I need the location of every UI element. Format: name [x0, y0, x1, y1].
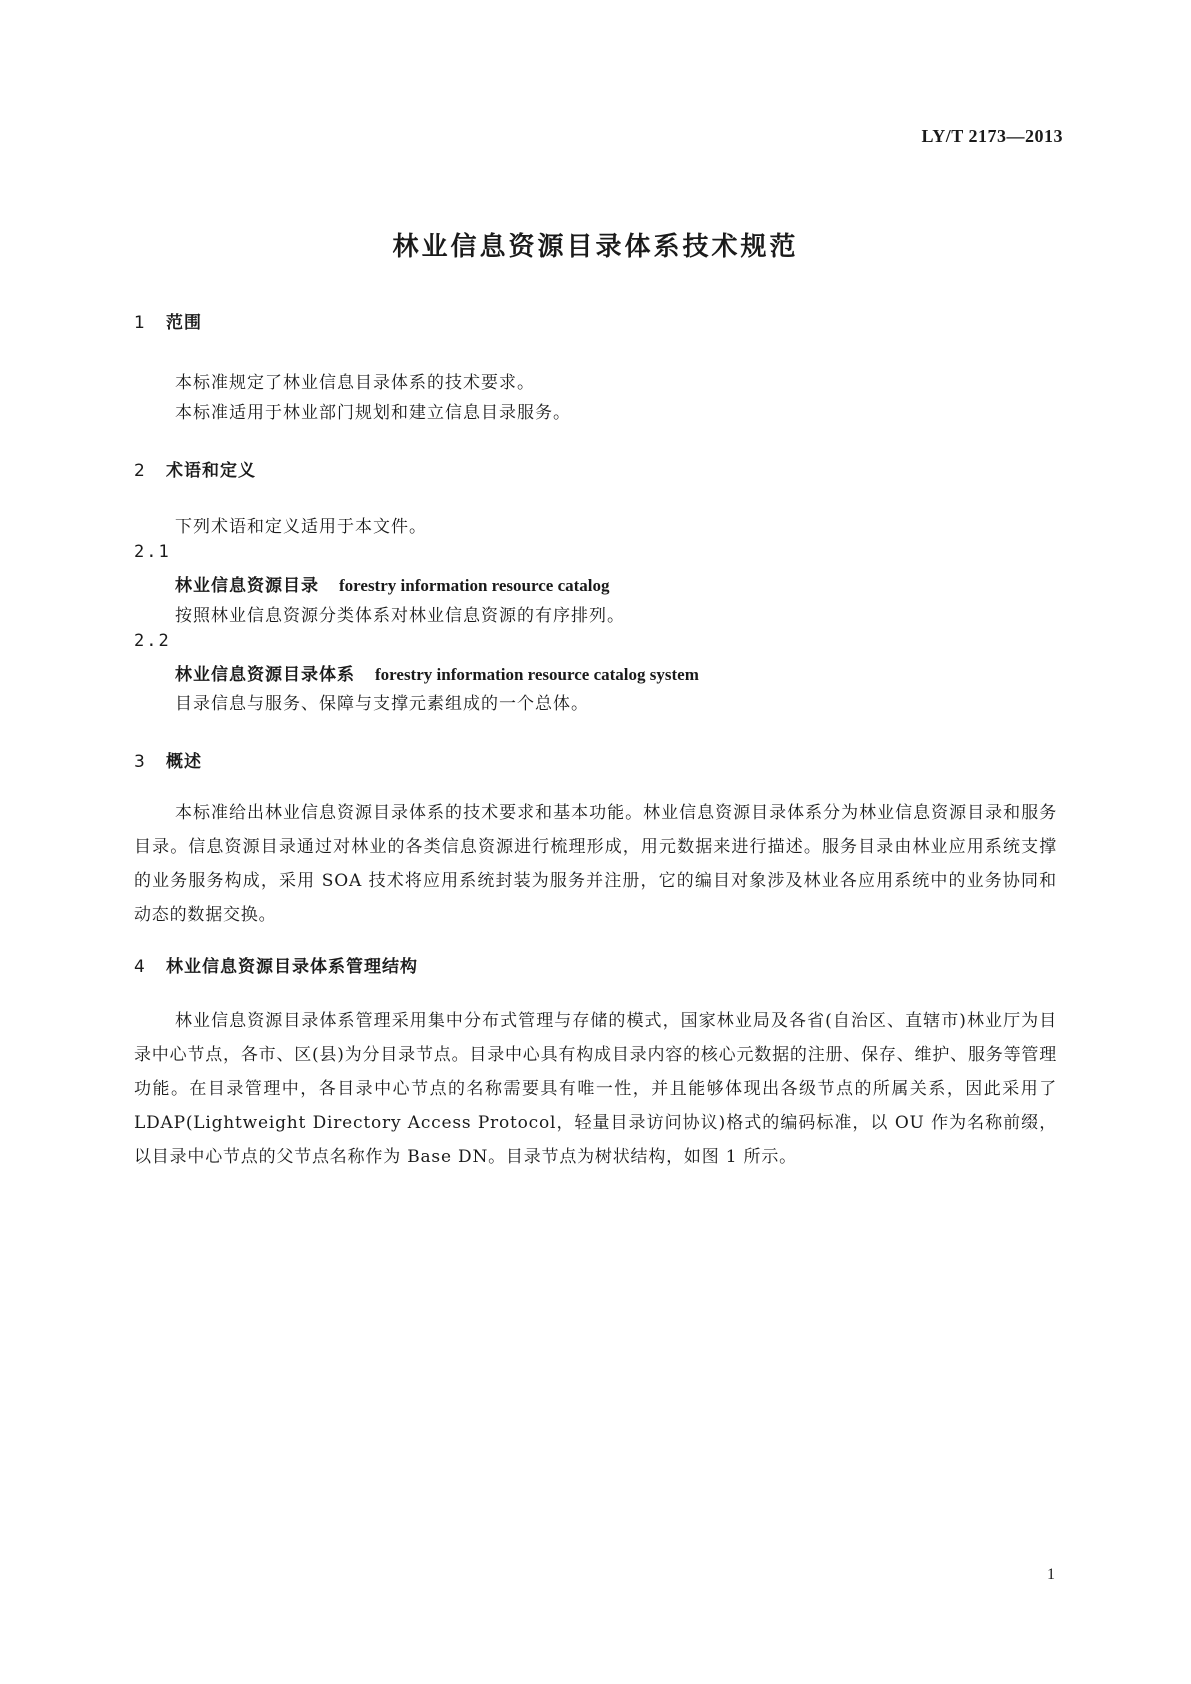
standard-number: LY/T 2173—2013 [921, 126, 1063, 146]
clause-number-2-2: 2.2 [134, 631, 171, 651]
section-title: 概述 [166, 752, 202, 772]
section-1-line-1: 本标准规定了林业信息目录体系的技术要求。 [175, 373, 535, 393]
term-2-1-definition: 按照林业信息资源分类体系对林业信息资源的有序排列。 [175, 606, 625, 626]
section-number: 3 [134, 752, 146, 772]
section-title: 林业信息资源目录体系管理结构 [166, 957, 418, 977]
section-4-heading [134, 952, 418, 977]
section-3-heading [134, 747, 202, 772]
section-number: 1 [134, 313, 146, 333]
section-3-paragraph: 本标准给出林业信息资源目录体系的技术要求和基本功能。林业信息资源目录体系分为林业信息资源目录和服务目录。信息资源目录通过对林业的各类信息资源进行梳理形成，用元数据来进行描述。服务目录由林业应用系统支撑的业务服务构成，采用 SOA 技术将应用系统封装为服务并注册，它的编目对象涉及林业各应用系统中的业务协同和动态的数据交换。 [134, 803, 1057, 925]
section-2-intro: 下列术语和定义适用于本文件。 [175, 517, 427, 537]
section-4-paragraph: 林业信息资源目录体系管理采用集中分布式管理与存储的模式，国家林业局及各省(自治区、直辖市)林业厅为目录中心节点，各市、区(县)为分目录节点。目录中心具有构成目录内容的核心元数据的注册、保存、维护、服务等管理功能。在目录管理中，各目录中心节点的名称需要具有唯一性，并且能够体现出各级节点的所属关系，因此采用了 LDAP(Lightweight Directory Access Protocol，轻量目录访问协议)格式的编码标准，以 OU 作为名称前缀，以目录中心节点的父节点名称作为 Base DN。目录节点为树状结构，如图 1 所示。 [134, 1011, 1057, 1167]
section-number: 4 [134, 957, 146, 977]
section-1-line-2: 本标准适用于林业部门规划和建立信息目录服务。 [175, 403, 571, 423]
clause-number-2-1: 2.1 [134, 542, 171, 562]
term-english: forestry information resource catalog [339, 576, 610, 595]
page-number: 1 [1047, 1566, 1055, 1583]
section-1-heading [134, 308, 202, 333]
section-number: 2 [134, 461, 146, 481]
term-2-1 [175, 571, 610, 596]
term-2-2 [175, 660, 699, 685]
section-title: 范围 [166, 313, 202, 333]
term-chinese: 林业信息资源目录体系 [175, 665, 355, 685]
section-2-heading [134, 456, 256, 481]
document-title: 林业信息资源目录体系技术规范 [392, 232, 799, 262]
term-2-2-definition: 目录信息与服务、保障与支撑元素组成的一个总体。 [175, 694, 589, 714]
section-title: 术语和定义 [166, 461, 256, 481]
term-english: forestry information resource catalog system [375, 665, 699, 684]
term-chinese: 林业信息资源目录 [175, 576, 319, 596]
